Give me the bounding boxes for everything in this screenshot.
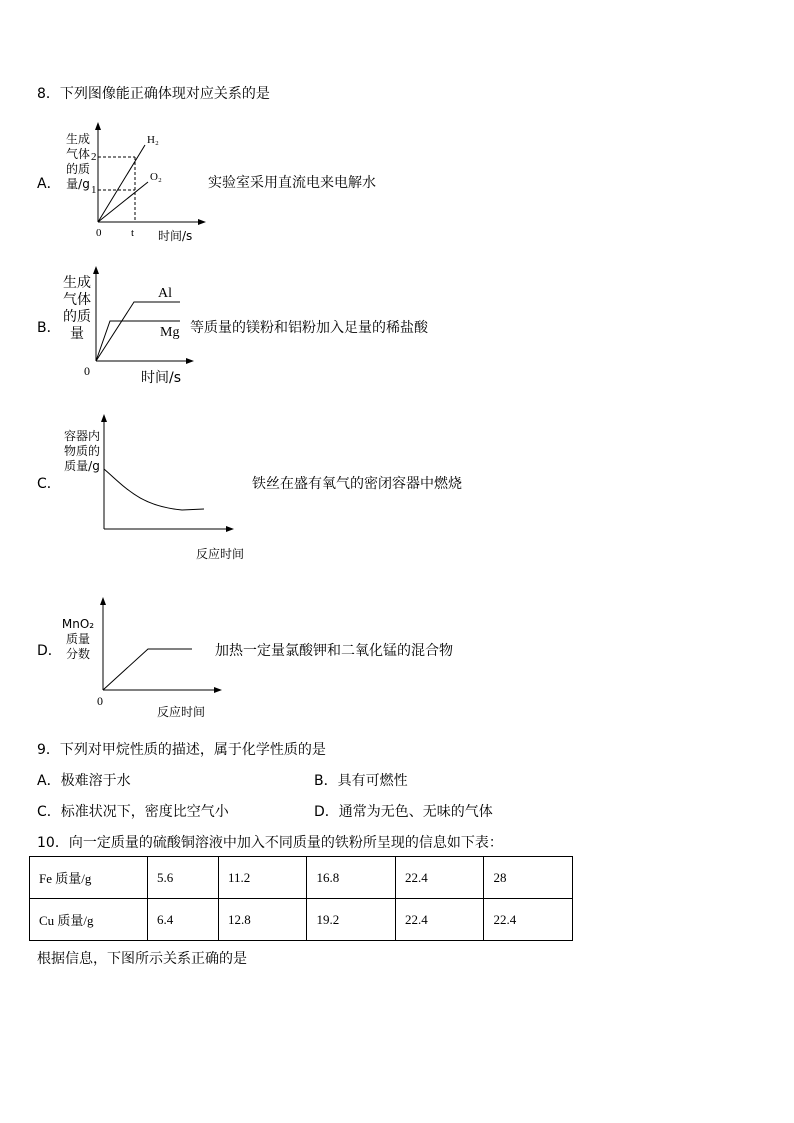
option-c-description: 铁丝在盛有氧气的密闭容器中燃烧 [252, 476, 462, 492]
option-a-series-h2: H₂ [147, 134, 159, 146]
question-8-stem: 8．下列图像能正确体现对应关系的是 [37, 86, 270, 102]
option-d-origin: 0 [97, 694, 103, 708]
fe-cu-mass-table [29, 856, 573, 941]
option-d-y-arrow [100, 597, 106, 605]
option-d-description: 加热一定量氯酸钾和二氧化锰的混合物 [215, 643, 453, 659]
option-b-label: B． [37, 320, 61, 336]
question-9-option-b: B．具有可燃性 [314, 773, 408, 789]
option-b-series-mg: Mg [160, 325, 180, 340]
table-cell: 22.4 [395, 857, 484, 899]
table-cell: 22.4 [395, 899, 484, 941]
table-cell: 19.2 [307, 899, 396, 941]
option-d-label: D． [37, 643, 62, 659]
option-a-xlabel: 时间/s [158, 229, 193, 243]
option-a-label: A． [37, 176, 61, 192]
question-10-followup: 根据信息，下图所示关系正确的是 [37, 951, 247, 967]
option-a-description: 实验室采用直流电来电解水 [208, 175, 376, 191]
table-cell: 22.4 [484, 899, 573, 941]
question-9-option-c: C．标准状况下，密度比空气小 [37, 804, 229, 820]
option-a-xtick-t: t [131, 227, 135, 239]
option-b-series-al: Al [158, 286, 172, 301]
option-a-ytick-2: 2 [91, 151, 97, 163]
question-9-option-d: D．通常为无色、无味的气体 [314, 804, 493, 820]
table-row [30, 857, 573, 899]
question-10-stem: 10．向一定质量的硫酸铜溶液中加入不同质量的铁粉所呈现的信息如下表： [37, 835, 503, 851]
option-a-series-o2: O₂ [150, 171, 162, 183]
table-row-header: Cu 质量/g [30, 899, 148, 941]
question-9-option-a: A．极难溶于水 [37, 773, 131, 789]
option-d-x-arrow [214, 687, 222, 693]
table-cell: 12.8 [218, 899, 307, 941]
option-c-xlabel: 反应时间 [196, 547, 245, 561]
table-cell: 28 [484, 857, 573, 899]
option-d-xlabel: 反应时间 [157, 705, 206, 719]
option-b-ylabel: 生成 气体 的质 量 [63, 275, 91, 342]
option-a-ylabel: 生成 气体 的质 量/g [65, 132, 90, 191]
table-cell: 11.2 [218, 857, 307, 899]
table-row [30, 899, 573, 941]
option-b-description: 等质量的镁粉和铝粉加入足量的稀盐酸 [190, 320, 428, 336]
table-row-header: Fe 质量/g [30, 857, 148, 899]
option-d-ylabel: MnO₂ 质量 分数 [61, 617, 95, 661]
option-b-xlabel: 时间/s [141, 370, 182, 386]
option-b-origin: 0 [84, 364, 90, 378]
option-a-origin: 0 [96, 227, 102, 239]
table-cell: 16.8 [307, 857, 396, 899]
option-a-ytick-1: 1 [91, 184, 97, 196]
table-cell: 5.6 [148, 857, 219, 899]
option-c-ylabel: 容器内 物质的 质量/g [63, 429, 100, 473]
question-9-stem: 9．下列对甲烷性质的描述，属于化学性质的是 [37, 742, 326, 758]
option-c-label: C． [37, 476, 61, 492]
option-d-line [103, 649, 192, 690]
table-cell: 6.4 [148, 899, 219, 941]
